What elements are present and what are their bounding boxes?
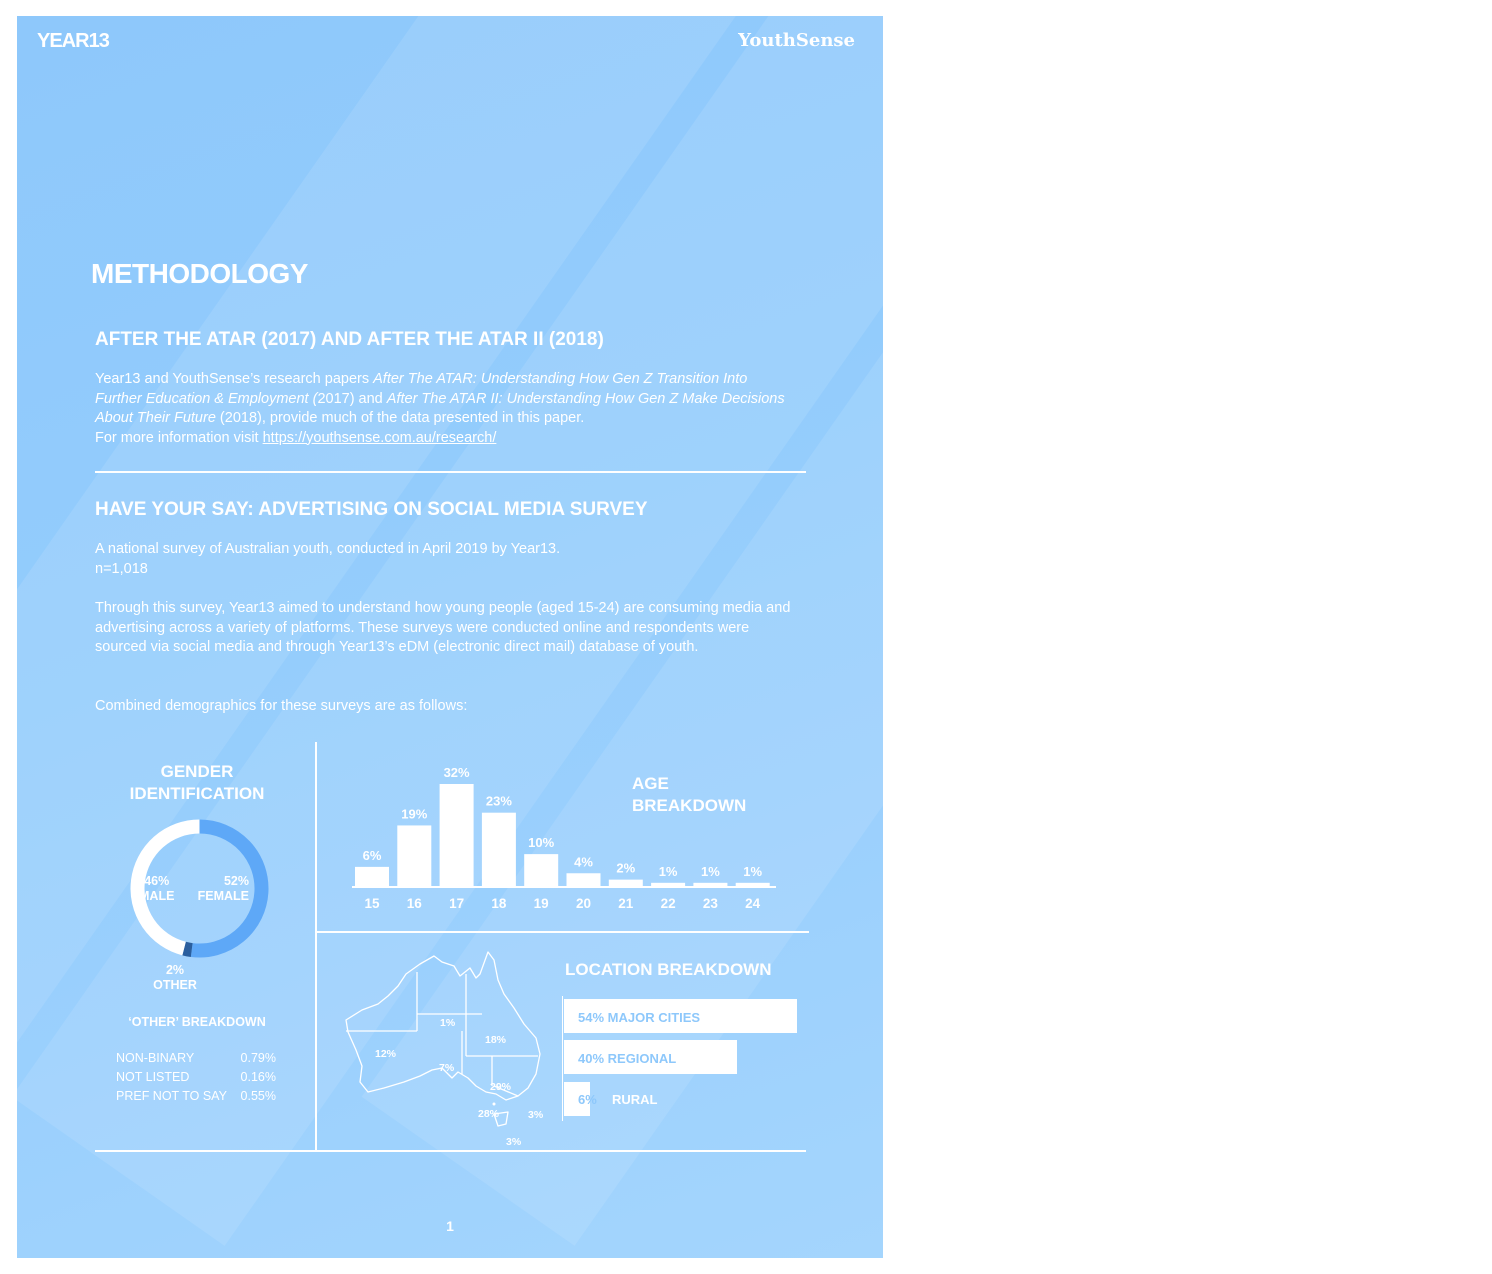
age-bar-label-16: 19% [401, 806, 428, 822]
divider-charts [317, 931, 809, 933]
age-tick-15: 15 [364, 896, 380, 911]
age-bar-22 [651, 883, 685, 886]
gender-title [112, 761, 282, 805]
p4-text: For more information visit [95, 429, 263, 446]
age-bar-label-18: 23% [485, 793, 512, 809]
age-bar-label-21: 2% [616, 860, 636, 876]
map-label-nsw: 29% [490, 1081, 512, 1093]
map-label-sa: 7% [439, 1062, 455, 1074]
divider-1 [95, 471, 806, 473]
section2-heading: HAVE YOUR SAY: ADVERTISING ON SOCIAL MEDIA SURVEY [95, 499, 648, 520]
age-bar-21 [609, 880, 643, 886]
age-bar-17 [440, 784, 474, 886]
survey-line1: A national survey of Australian youth, conducted in April 2019 by Year13. [95, 541, 561, 557]
map-label-qld: 18% [485, 1034, 507, 1046]
age-bar-label-24: 1% [743, 863, 763, 879]
page-number: 1 [446, 1218, 454, 1234]
survey-intro [95, 540, 795, 579]
other-row-notlisted [116, 1070, 276, 1084]
donut-slice-other [184, 949, 192, 950]
age-bar-label-17: 32% [443, 765, 470, 780]
age-bar-label-20: 4% [574, 854, 593, 870]
map-label-wa: 12% [375, 1048, 397, 1060]
research-link[interactable]: https://youthsense.com.au/research/ [262, 429, 497, 446]
age-bar-20 [567, 873, 601, 886]
age-bar-label-15: 6% [362, 847, 382, 863]
age-tick-23: 23 [702, 896, 718, 911]
youthsense-logo: YouthSense [738, 30, 855, 51]
age-tick-21: 21 [618, 896, 634, 911]
age-tick-22: 22 [660, 896, 676, 911]
age-bar-label-22: 1% [658, 863, 678, 879]
age-tick-16: 16 [406, 896, 422, 911]
section1-heading: AFTER THE ATAR (2017) AND AFTER THE ATAR II (2018) [95, 329, 604, 350]
age-title-line2: BREAKDOWN [632, 796, 747, 815]
age-title-line1: AGE [632, 774, 669, 793]
p2-italic: After The ATAR II: Understanding How Gen Z Make Decisions About Their Future [95, 390, 785, 426]
year13-logo: YEAR13 [37, 30, 109, 52]
location-label-rural: RURAL [612, 1092, 658, 1107]
age-tick-17: 17 [449, 896, 465, 911]
map-label-nt: 1% [440, 1017, 456, 1029]
survey-description: Through this survey, Year13 aimed to understand how young people (aged 15-24) are consuming media and advertising across a variety of platforms. These surveys were conducted online and respondents were sourced via social media and through Year13’s eDM (electronic direct mail) database of youth. [95, 600, 791, 655]
demographics-intro: Combined demographics for these surveys are as follows: [95, 698, 468, 714]
other-row-label: NON-BINARY [116, 1051, 195, 1065]
gender-title-line2: IDENTIFICATION [129, 784, 265, 803]
australia-map [342, 946, 552, 1148]
age-bar-18 [482, 813, 516, 886]
age-tick-24: 24 [745, 896, 761, 911]
age-bar-label-19: 10% [528, 835, 555, 851]
other-row-label: NOT LISTED [116, 1070, 190, 1084]
age-bar-19 [524, 854, 558, 886]
map-label-act: 3% [528, 1109, 544, 1121]
survey-sample-size: n=1,018 [95, 560, 148, 577]
age-bar-15 [355, 867, 389, 886]
other-row-value: 0.55% [240, 1089, 276, 1103]
other-breakdown-title: ‘OTHER’ BREAKDOWN [128, 1015, 266, 1029]
location-label-regional: 40% REGIONAL [578, 1051, 677, 1066]
gender-title-line1: GENDER [160, 762, 234, 781]
age-tick-20: 20 [575, 896, 592, 911]
location-axis [562, 996, 563, 1121]
page [17, 16, 883, 1258]
divider-bottom [95, 1150, 806, 1152]
page-title: METHODOLOGY [91, 258, 308, 289]
age-bar-label-23: 1% [701, 863, 720, 879]
p3-text: (2018), provide much of the data presented in this paper. [215, 410, 585, 426]
age-bar-16 [397, 825, 431, 886]
age-tick-18: 18 [491, 896, 507, 911]
map-label-tas: 3% [506, 1136, 522, 1148]
p1-italic: After The ATAR: Understanding How Gen Z Transition Into Further Education & Employment ( [95, 371, 748, 407]
age-bar-23 [693, 883, 727, 886]
map-label-vic: 28% [478, 1108, 500, 1120]
location-label-major-cities: 54% MAJOR CITIES [578, 1010, 701, 1025]
other-row-nonbinary [116, 1051, 276, 1065]
other-row-value: 0.16% [240, 1070, 276, 1084]
male-pct: 46% [144, 874, 170, 888]
female-label [197, 874, 249, 904]
age-tick-19: 19 [533, 896, 549, 911]
other-row-value: 0.79% [240, 1051, 276, 1065]
other-row-label: PREF NOT TO SAY [116, 1089, 227, 1103]
age-bar-24 [736, 883, 770, 886]
female-pct: 52% [223, 874, 249, 888]
male-label [139, 874, 174, 904]
other-label [147, 963, 203, 993]
location-label-rural-pct: 6% [578, 1092, 597, 1107]
other-row-prefnot [116, 1089, 276, 1103]
section1-paragraph [95, 370, 795, 448]
female-text: FEMALE [197, 889, 249, 903]
vertical-divider [315, 742, 317, 1150]
other-text: OTHER [153, 978, 197, 992]
p2-text: 2017) and [317, 390, 387, 407]
location-title: LOCATION BREAKDOWN [565, 960, 772, 979]
p1-text: Year13 and YouthSense’s research papers [95, 371, 374, 387]
male-text: MALE [139, 889, 175, 903]
age-title [632, 773, 746, 817]
other-pct: 2% [165, 963, 185, 977]
